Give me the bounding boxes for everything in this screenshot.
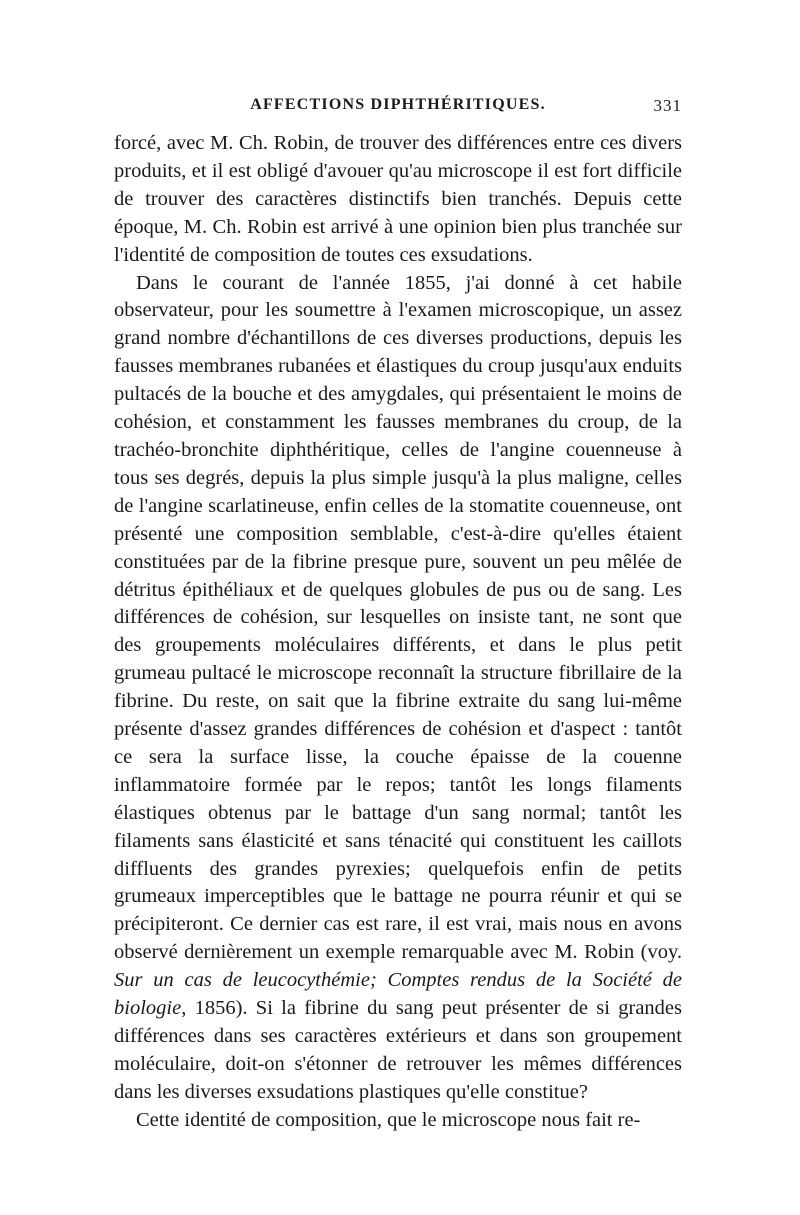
citation-title: Sur un cas de leucocythémie; Comptes rendus de la Société de biologie (114, 969, 682, 1020)
paragraph-2-text: Dans le courant de l'année 1855, j'ai donné à cet habile observateur, pour les soumettre à l'examen microscopique, un assez grand nombre d'échantillons de ces diverses productions, depuis les fausses membranes rubanées et élastiques du croup jusqu'aux enduits pultacés de la bouche et des amygdales, qui présentaient le moins de cohésion, et constamment les fausses membranes du croup, de la trachéo-bronchite diphthéritique, celles de l'angine couenneuse à tous ses degrés, depuis la plus simple jusqu'à la plus maligne, celles de l'angine scarlatineuse, enfin celles de la stomatite couenneuse, ont présenté une composition semblable, c'est-à-dire qu'elles étaient constituées par de la fibrine presque pure, souvent un peu mêlée de détritus épithéliaux et de quelques globules de pus ou de sang. Les différences de cohésion, sur lesquelles on insiste tant, ne sont que des groupements moléculaires différents, et dans le plus petit grumeau pultacé le microscope reconnaît la structure fibrillaire de la fibrine. Du reste, on sait que la fibrine extraite du sang lui-même présente d'assez grandes différences de cohésion et d'aspect : tantôt ce sera la surface lisse, la couche épaisse de la couenne inflammatoire formée par le repos; tantôt les longs filaments élastiques obtenus par le battage d'un sang normal; tantôt les filaments sans élasticité et sans ténacité qui constituent les caillots diffluents des grandes pyrexies; quelquefois enfin de petits grumeaux imperceptibles que le battage ne pourra réunir et qui se précipiteront. Ce dernier cas est rare, il est vrai, mais nous en avons observé dernièrement un exemple remarquable avec M. Robin (voy. (114, 271, 682, 964)
paragraph-3: Cette identité de composition, que le microscope nous fait re- (136, 1108, 641, 1131)
running-head (114, 96, 682, 130)
paragraph-1: forcé, avec M. Ch. Robin, de trouver des différences entre ces divers produits, et il est obligé d'avouer qu'au microscope il est fort difficile de trouver des caractères distinctifs bien tranchés. Depuis cette époque, M. Ch. Robin est arrivé à une opinion bien plus tranchée sur l'identité de composition de toutes ces exsudations. (114, 132, 682, 266)
paragraph-2-text-end: , 1856). Si la fibrine du sang peut présenter de si grandes différences dans ses caractères extérieurs et dans son groupement moléculaire, doit-on s'étonner de retrouver les mêmes différences dans les diverses exsudations plastiques qu'elle constitue? (114, 997, 682, 1103)
paragraph-2 (114, 270, 682, 1107)
book-page (114, 96, 682, 1135)
running-title: AFFECTIONS DIPHTHÉRITIQUES. (250, 96, 546, 113)
page-number: 331 (653, 96, 682, 115)
